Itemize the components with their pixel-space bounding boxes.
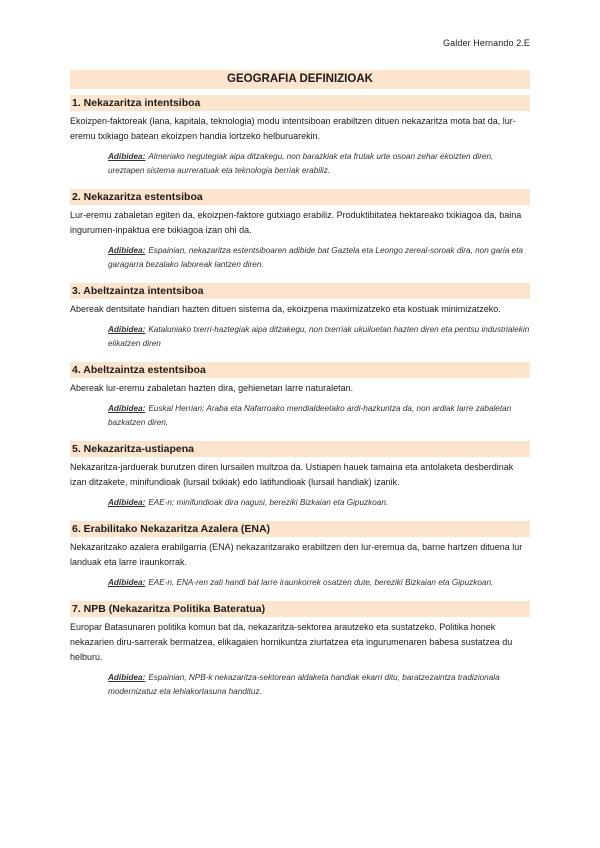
example-block: [108, 244, 530, 272]
example-block: [108, 150, 530, 178]
section-text: Ekoizpen-faktoreak (lana, kapitala, teknologia) modu intentsiboan erabiltzen dituen nekazaritza mota bat da, lur-eremu txikiago batean ekoizpen handia lortzeko helburuarekin.: [70, 116, 516, 141]
definition-section: [70, 521, 530, 590]
definition-section: [70, 283, 530, 351]
section-heading: 5. Nekazaritza-ustiapena: [70, 441, 530, 457]
section-heading: 2. Nekazaritza estentsiboa: [70, 189, 530, 205]
document-body: [70, 70, 530, 710]
section-heading: 3. Abeltzaintza intentsiboa: [70, 283, 530, 299]
section-text: Europar Batasunaren politika komun bat da, nekazaritza-sektorea arautzeko eta sustatzeko. Politika honek nekazarien diru-sarrerak bermatzea, elikagaien hornikuntza ziurtatzea eta ingurumenaren babesa sustatzea du helburu.: [70, 622, 513, 662]
example-label: Adibidea:: [108, 152, 146, 161]
definition-section: [70, 441, 530, 510]
example-block: [108, 323, 530, 351]
document-title: GEOGRAFIA DEFINIZIOAK: [70, 70, 530, 89]
example-block: [108, 576, 530, 590]
section-heading: 6. Erabilitako Nekazaritza Azalera (ENA): [70, 521, 530, 537]
definition-section: [70, 362, 530, 430]
example-label: Adibidea:: [108, 498, 146, 507]
example-label: Adibidea:: [108, 325, 146, 334]
section-text: Abereak lur-eremu zabaletan hazten dira, gehienetan larre naturaletan.: [70, 383, 354, 393]
definition-section: [70, 601, 530, 699]
example-block: [108, 671, 530, 699]
example-block: [108, 496, 530, 510]
example-block: [108, 402, 530, 430]
example-text: Almeriako negutegiak aipa ditzakegu, non barazkiak eta frutak urte osoan zehar ekoizten diren, ureztapen sistema aurreratuak eta teknologia berriak erabiliz.: [108, 152, 494, 175]
example-label: Adibidea:: [108, 673, 146, 682]
example-text: Espainian, nekazaritza estentsiboaren adibide bat Gaztela eta Leongo zereal-soroak dira, non garia eta garagarra bezalako laboreak lantzen diren.: [108, 246, 523, 269]
section-heading: 7. NPB (Nekazaritza Politika Bateratua): [70, 601, 530, 617]
example-text: EAE-n, ENA-ren zati handi bat larre iraunkorrek osatzen dute, bereziki Bizkaian eta Gipuzkoan.: [148, 578, 494, 587]
section-text: Nekazaritzako azalera erabilgarria (ENA) nekazaritzarako erabiltzen den lur-eremua da, barne hartzen dituena lur landuak eta larre iraunkorrak.: [70, 542, 523, 567]
section-heading: 4. Abeltzaintza estentsiboa: [70, 362, 530, 378]
section-text: Nekazaritza-jarduerak burutzen diren lursailen multzoa da. Ustiapen hauek tamaina eta antolaketa desberdinak izan ditzakete, minifundioak (lursail txikiak) edo latifundioak (lursail handiak) izanik.: [70, 462, 514, 487]
example-text: Kataluniako txerri-haztegiak aipa ditzakegu, non txerriak ukuiluetan hazten diren eta pentsu industrialekin elikatzen diren: [108, 325, 530, 348]
example-text: Espainian, NPB-k nekazaritza-sektorean aldaketa handiak ekarri ditu, baratzezaintza tradizionala modernizatuz eta lehiakortasuna handituz.: [108, 673, 500, 696]
section-heading: 1. Nekazaritza intentsiboa: [70, 95, 530, 111]
author-name: Galder Hernando 2.E: [443, 38, 530, 48]
section-text: Lur-eremu zabaletan egiten da, ekoizpen-faktore gutxiago erabiliz. Produktibitatea hektareako txikiagoa da, baina ingurumen-inpaktua ere txikiagoa izan ohi da.: [70, 210, 522, 235]
definition-section: [70, 189, 530, 272]
example-label: Adibidea:: [108, 246, 146, 255]
example-label: Adibidea:: [108, 404, 146, 413]
definition-section: [70, 95, 530, 178]
example-text: Euskal Herrian; Araba eta Nafarroako mendialdeetako ardi-hazkuntza da, non ardiak larre zabaletan bazkatzen diren.: [108, 404, 512, 427]
example-label: Adibidea:: [108, 578, 146, 587]
example-text: EAE-n; minifundioak dira nagusi, bereziki Bizkaian eta Gipuzkoan.: [148, 498, 389, 507]
section-text: Abereak dentsitate handian hazten dituen sistema da, ekoizpena maximizatzeko eta kostuak minimizatzeko.: [70, 304, 501, 314]
